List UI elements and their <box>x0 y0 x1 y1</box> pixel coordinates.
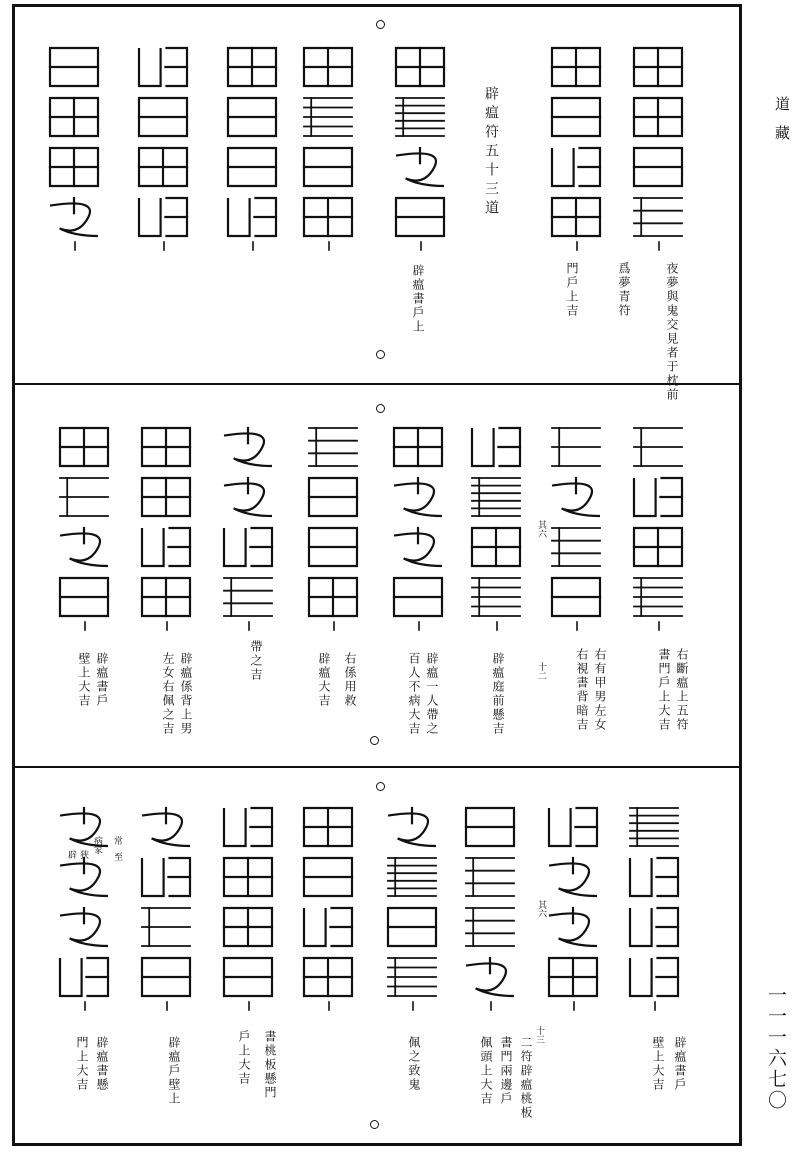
talisman-1-2 <box>548 40 606 250</box>
caption: 佩之致鬼 <box>407 1036 421 1092</box>
section-heading: 辟瘟符五十三道 <box>483 86 499 219</box>
section-tag: 十二 <box>536 662 546 680</box>
caption: 戶上大吉 <box>237 1030 251 1086</box>
section-tag: 十三 <box>534 1026 544 1044</box>
caption: 辟瘟大吉 <box>317 652 331 708</box>
talisman-glyphs <box>548 40 606 250</box>
talisman-glyphs <box>630 40 688 250</box>
caption: 辟瘟一人帶之 <box>425 652 439 736</box>
talisman-glyphs <box>462 800 520 1010</box>
binding-ring <box>370 736 379 745</box>
page-number: 一一一六七〇 <box>765 985 787 1111</box>
talisman-1-1 <box>630 40 688 250</box>
caption: 書門兩邊戶 <box>499 1036 513 1106</box>
talisman-glyphs <box>384 800 442 1010</box>
talisman-1-4 <box>300 40 358 250</box>
talisman-2-3 <box>468 420 526 630</box>
talisman-glyphs <box>224 40 282 250</box>
section-tag: 其六 <box>536 900 546 918</box>
caption: 書門戶上大吉 <box>657 648 671 732</box>
seal-text: 辟 <box>66 850 76 859</box>
caption: 右有甲男左女 <box>593 648 607 732</box>
talisman-2-2 <box>548 420 606 630</box>
binding-ring <box>376 782 385 791</box>
caption: 壁上大吉 <box>651 1036 665 1092</box>
caption: 辟瘟書戶 <box>673 1036 687 1092</box>
talisman-3-5 <box>300 800 358 1010</box>
talisman-glyphs <box>56 800 114 1010</box>
section-tag: 其六 <box>536 520 546 538</box>
talisman-glyphs <box>220 420 278 630</box>
talisman-1-3 <box>392 40 450 250</box>
talisman-3-3 <box>462 800 520 1010</box>
talisman-2-4 <box>390 420 448 630</box>
talisman-glyphs <box>545 800 603 1010</box>
caption: 辟瘟戶壁上 <box>167 1036 181 1106</box>
caption: 右係用救 <box>343 652 357 708</box>
caption: 辟瘟係背上男 <box>179 652 193 736</box>
talisman-2-1 <box>630 420 688 630</box>
talisman-2-7 <box>138 420 196 630</box>
binding-ring <box>376 350 385 359</box>
seal-text: 常 <box>112 836 122 845</box>
talisman-3-2 <box>545 800 603 1010</box>
talisman-glyphs <box>390 420 448 630</box>
section-divider-2 <box>12 766 742 768</box>
talisman-glyphs <box>56 420 114 630</box>
talisman-glyphs <box>138 800 196 1010</box>
talisman-glyphs <box>548 420 606 630</box>
caption: 門上大吉 <box>75 1036 89 1092</box>
talisman-glyphs <box>626 800 684 1010</box>
talisman-glyphs <box>135 40 193 250</box>
talisman-glyphs <box>630 420 688 630</box>
talisman-2-8 <box>56 420 114 630</box>
binding-ring <box>376 404 385 413</box>
talisman-glyphs <box>138 420 196 630</box>
talisman-3-1 <box>626 800 684 1010</box>
talisman-glyphs <box>392 40 450 250</box>
caption: 壁上大吉 <box>77 652 91 708</box>
caption: 門戶上吉 <box>565 262 579 318</box>
caption: 辟瘟書懸 <box>95 1036 109 1092</box>
section-divider-1 <box>12 383 742 385</box>
caption: 辟瘟庭前懸吉 <box>491 652 505 736</box>
caption: 夜夢與鬼交見者于枕前 <box>665 262 679 402</box>
talisman-glyphs <box>220 800 278 1010</box>
binding-ring <box>370 1120 379 1129</box>
caption: 百人不病大吉 <box>407 652 421 736</box>
caption: 二符辟瘟桃板 <box>519 1036 533 1120</box>
seal-text: 病家 <box>92 836 102 854</box>
collection-header: 道藏 <box>773 96 791 154</box>
talisman-glyphs <box>300 800 358 1010</box>
talisman-1-7 <box>46 40 104 250</box>
talisman-2-6 <box>220 420 278 630</box>
talisman-2-5 <box>305 420 363 630</box>
talisman-glyphs <box>46 40 104 250</box>
caption: 帶之吉 <box>249 640 263 682</box>
talisman-3-7 <box>138 800 196 1010</box>
talisman-glyphs <box>300 40 358 250</box>
caption: 書桃板懸門 <box>263 1030 277 1100</box>
talisman-3-6 <box>220 800 278 1010</box>
talisman-1-6 <box>135 40 193 250</box>
caption: 辟瘟書戶上 <box>411 264 425 334</box>
caption: 爲夢青符 <box>617 262 631 318</box>
caption: 右視書背暗吉 <box>575 648 589 732</box>
caption: 左女右佩之吉 <box>161 652 175 736</box>
talisman-3-8 <box>56 800 114 1010</box>
caption: 辟瘟書戶 <box>95 652 109 708</box>
seal-text: 狹 <box>78 850 88 859</box>
caption: 右斷瘟上五符 <box>675 648 689 732</box>
talisman-glyphs <box>305 420 363 630</box>
caption: 佩頭上大吉 <box>479 1036 493 1106</box>
talisman-glyphs <box>468 420 526 630</box>
talisman-3-4 <box>384 800 442 1010</box>
binding-ring <box>376 20 385 29</box>
seal-text: 至 <box>112 852 122 861</box>
talisman-1-5 <box>224 40 282 250</box>
